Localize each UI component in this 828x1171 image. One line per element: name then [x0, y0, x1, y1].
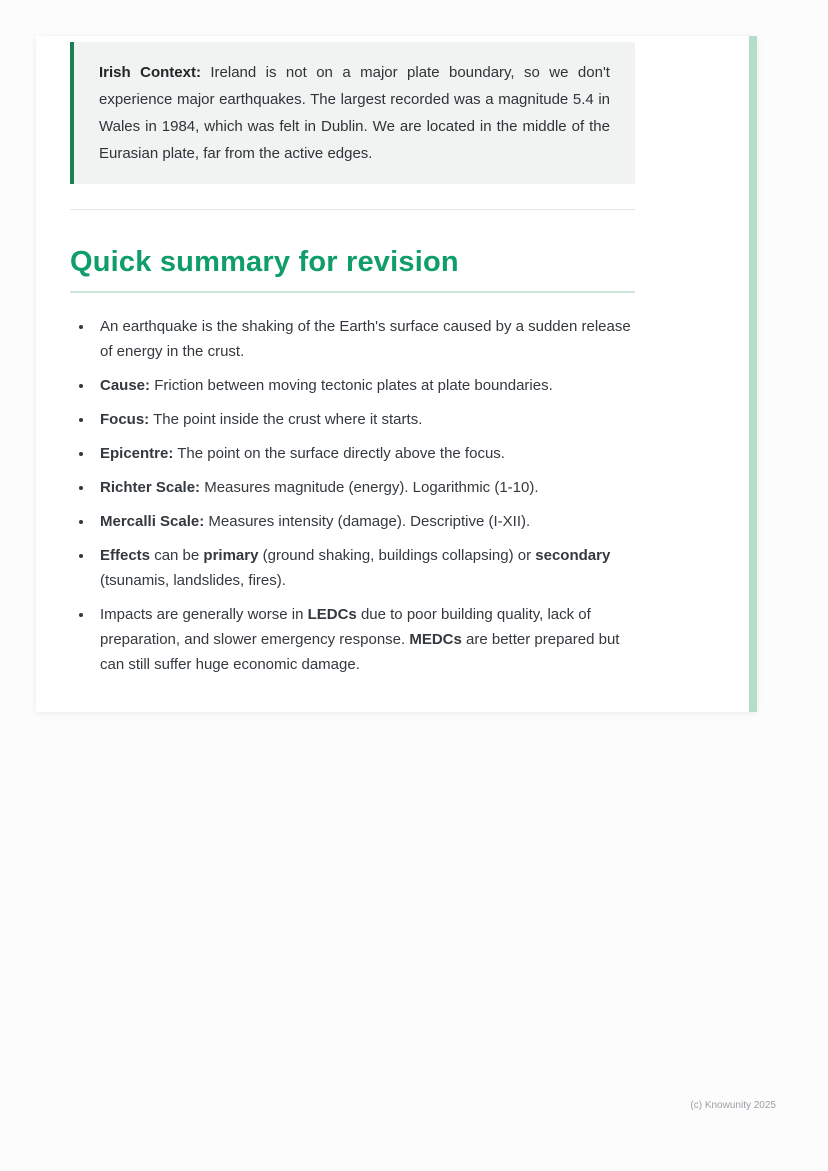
list-item: • Epicentre: The point on the surface directly above the focus.: [94, 441, 635, 466]
copyright-footer: (c) Knowunity 2025: [690, 1100, 776, 1111]
callout-body: Ireland is not on a major plate boundary, so we don't experience major earthquakes. The largest recorded was a magnitude 5.4 in Wales in 1984, which was felt in Dublin. We are located in the middle of the Eurasian plate, far from the active edges.: [99, 64, 610, 162]
list-item: • An earthquake is the shaking of the Earth's surface caused by a sudden release of energy in the crust.: [94, 314, 635, 364]
list-item: • Richter Scale: Measures magnitude (energy). Logarithmic (1-10).: [94, 475, 635, 500]
list-item: • Mercalli Scale: Measures intensity (damage). Descriptive (I-XII).: [94, 509, 635, 534]
document-page: [36, 36, 757, 712]
irish-context-callout: [70, 42, 635, 184]
right-accent-bar: [749, 36, 757, 712]
list-item: • Impacts are generally worse in LEDCs due to poor building quality, lack of preparation, and slower emergency response. MEDCs are better prepared but can still suffer huge economic damage.: [94, 602, 635, 677]
page-content: [70, 42, 635, 686]
summary-list: [70, 314, 635, 677]
callout-text: [99, 59, 610, 167]
callout-label: Irish Context:: [99, 64, 201, 81]
section-divider: [70, 209, 635, 210]
list-item: • Focus: The point inside the crust where it starts.: [94, 407, 635, 432]
list-item: • Effects can be primary (ground shaking, buildings collapsing) or secondary (tsunamis, landslides, fires).: [94, 543, 635, 593]
section-title: Quick summary for revision: [70, 247, 635, 293]
list-item: • Cause: Friction between moving tectonic plates at plate boundaries.: [94, 373, 635, 398]
